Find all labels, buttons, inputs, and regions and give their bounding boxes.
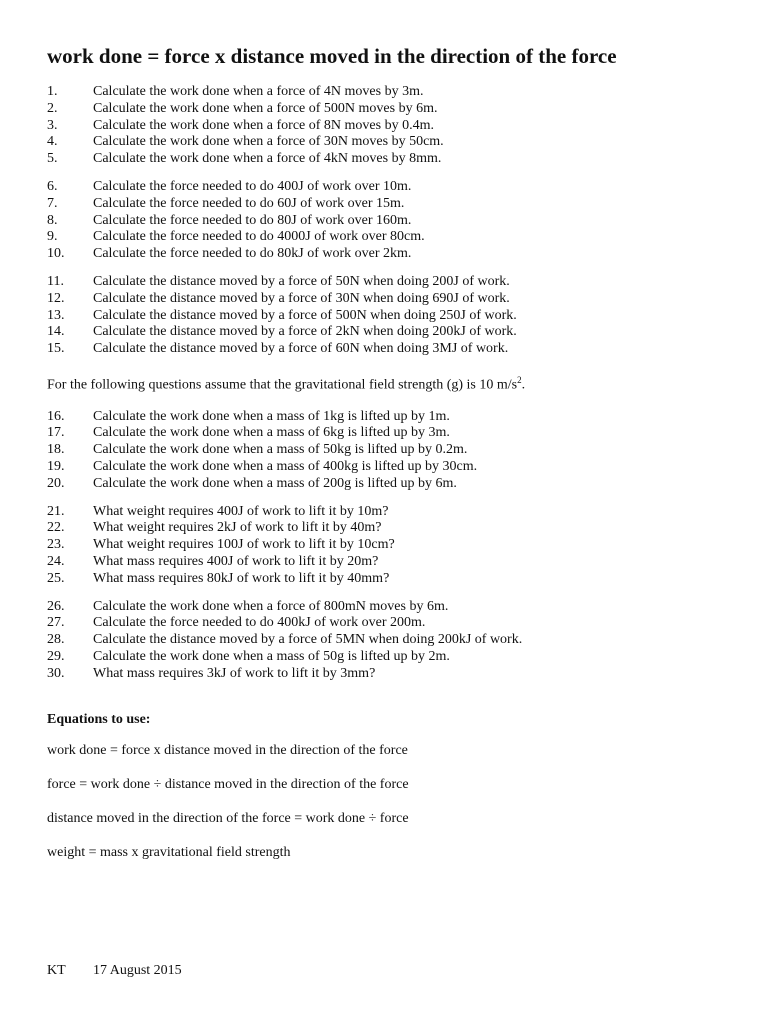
question-item: [47, 615, 747, 632]
question-number: 5.: [47, 151, 58, 167]
question-text: Calculate the distance moved by a force of 50N when doing 200J of work.: [93, 273, 510, 289]
question-item: [47, 274, 747, 291]
question-item: [47, 118, 747, 135]
question-item: [47, 409, 747, 426]
question-text: Calculate the force needed to do 400J of work over 10m.: [93, 178, 412, 194]
question-text: Calculate the distance moved by a force of 30N when doing 690J of work.: [93, 290, 510, 306]
question-text: Calculate the distance moved by a force of 500N when doing 250J of work.: [93, 307, 517, 323]
question-number: 29.: [47, 648, 65, 664]
question-group: [47, 409, 747, 493]
question-item: [47, 599, 747, 616]
question-number: 8.: [47, 212, 58, 228]
question-text: Calculate the distance moved by a force of 2kN when doing 200kJ of work.: [93, 324, 517, 340]
question-number: 18.: [47, 442, 65, 458]
question-text: Calculate the work done when a mass of 50g is lifted up by 2m.: [93, 648, 450, 664]
question-group: [47, 504, 747, 588]
question-number: 11.: [47, 273, 64, 289]
gravity-note-superscript: 2: [517, 374, 522, 385]
question-number: 25.: [47, 570, 65, 586]
question-number: 6.: [47, 178, 58, 194]
equation: distance moved in the direction of the force = work done ÷ force: [47, 810, 409, 826]
question-number: 21.: [47, 503, 65, 519]
page-title: work done = force x distance moved in the direction of the force: [47, 44, 617, 68]
question-text: Calculate the work done when a mass of 1kg is lifted up by 1m.: [93, 408, 450, 424]
question-group: [47, 179, 747, 263]
question-text: Calculate the distance moved by a force of 60N when doing 3MJ of work.: [93, 341, 509, 357]
question-item: [47, 632, 747, 649]
question-text: What weight requires 2kJ of work to lift it by 40m?: [93, 520, 382, 536]
question-number: 7.: [47, 195, 58, 211]
question-group: [47, 599, 747, 683]
question-number: 1.: [47, 84, 58, 99]
question-number: 16.: [47, 408, 65, 424]
question-text: Calculate the work done when a force of 4N moves by 3m.: [93, 84, 424, 99]
question-item: [47, 554, 747, 571]
question-group: [47, 274, 747, 358]
worksheet: [47, 42, 747, 878]
question-item: [47, 229, 747, 246]
question-number: 14.: [47, 324, 65, 340]
question-item: [47, 537, 747, 554]
question-group: [47, 84, 747, 168]
question-item: [47, 308, 747, 325]
question-number: 23.: [47, 537, 65, 553]
equation: force = work done ÷ distance moved in the direction of the force: [47, 776, 409, 792]
equations-heading: Equations to use:: [47, 711, 151, 727]
question-text: Calculate the distance moved by a force of 5MN when doing 200kJ of work.: [93, 632, 523, 648]
question-item: [47, 520, 747, 537]
question-item: [47, 246, 747, 263]
question-number: 13.: [47, 307, 65, 323]
question-text: What mass requires 80kJ of work to lift it by 40mm?: [93, 570, 390, 586]
question-item: [47, 666, 747, 683]
question-number: 12.: [47, 290, 65, 306]
question-number: 24.: [47, 553, 65, 569]
question-text: Calculate the force needed to do 60J of work over 15m.: [93, 195, 405, 211]
question-item: [47, 101, 747, 118]
question-number: 22.: [47, 520, 65, 536]
question-item: [47, 341, 747, 358]
question-text: Calculate the work done when a mass of 6kg is lifted up by 3m.: [93, 425, 450, 441]
question-text: Calculate the work done when a force of 8N moves by 0.4m.: [93, 117, 434, 133]
question-number: 2.: [47, 100, 58, 116]
question-text: Calculate the force needed to do 400kJ of work over 200m.: [93, 615, 426, 631]
question-text: What weight requires 400J of work to lift it by 10m?: [93, 503, 389, 519]
question-item: [47, 425, 747, 442]
question-number: 26.: [47, 598, 65, 614]
question-text: Calculate the work done when a force of 4kN moves by 8mm.: [93, 151, 442, 167]
question-item: [47, 649, 747, 666]
question-number: 3.: [47, 117, 58, 133]
question-item: [47, 84, 747, 101]
question-text: Calculate the work done when a force of 500N moves by 6m.: [93, 100, 438, 116]
question-number: 10.: [47, 246, 65, 262]
equations-list: [47, 742, 747, 861]
question-number: 20.: [47, 475, 65, 491]
question-number: 4.: [47, 134, 58, 150]
question-item: [47, 324, 747, 341]
question-number: 28.: [47, 632, 65, 648]
question-item: [47, 151, 747, 168]
question-item: [47, 442, 747, 459]
question-item: [47, 196, 747, 213]
question-text: What weight requires 100J of work to lift it by 10cm?: [93, 537, 395, 553]
question-text: Calculate the work done when a force of 30N moves by 50cm.: [93, 134, 444, 150]
question-list-part-1: [47, 84, 747, 358]
equation: weight = mass x gravitational field strength: [47, 844, 291, 860]
question-list-part-2: [47, 409, 747, 683]
question-text: Calculate the force needed to do 4000J of work over 80cm.: [93, 229, 425, 245]
gravity-note: [47, 372, 747, 394]
question-number: 27.: [47, 615, 65, 631]
question-text: Calculate the force needed to do 80kJ of work over 2km.: [93, 246, 412, 262]
footer-date: 17 August 2015: [93, 963, 182, 978]
question-text: Calculate the work done when a mass of 400kg is lifted up by 30cm.: [93, 459, 478, 474]
question-item: [47, 476, 747, 493]
equation: work done = force x distance moved in the direction of the force: [47, 742, 408, 758]
footer-initials: KT: [47, 963, 66, 978]
question-number: 17.: [47, 425, 65, 441]
question-text: Calculate the force needed to do 80J of work over 160m.: [93, 212, 412, 228]
question-item: [47, 134, 747, 151]
question-number: 30.: [47, 665, 65, 681]
question-item: [47, 504, 747, 521]
question-text: What mass requires 3kJ of work to lift it by 3mm?: [93, 665, 376, 681]
question-item: [47, 213, 747, 230]
question-text: Calculate the work done when a mass of 50kg is lifted up by 0.2m.: [93, 442, 468, 458]
question-item: [47, 179, 747, 196]
gravity-note-text: For the following questions assume that the gravitational field strength (g) is 10 m/s: [47, 377, 518, 393]
question-text: Calculate the work done when a force of 800mN moves by 6m.: [93, 598, 449, 614]
question-number: 15.: [47, 341, 65, 357]
footer: [47, 963, 182, 979]
question-number: 9.: [47, 229, 58, 245]
gravity-note-end: .: [521, 377, 526, 393]
question-number: 19.: [47, 459, 65, 474]
question-item: [47, 571, 747, 588]
question-item: [47, 459, 747, 476]
question-item: [47, 291, 747, 308]
question-text: What mass requires 400J of work to lift it by 20m?: [93, 553, 379, 569]
question-text: Calculate the work done when a mass of 200g is lifted up by 6m.: [93, 475, 457, 491]
